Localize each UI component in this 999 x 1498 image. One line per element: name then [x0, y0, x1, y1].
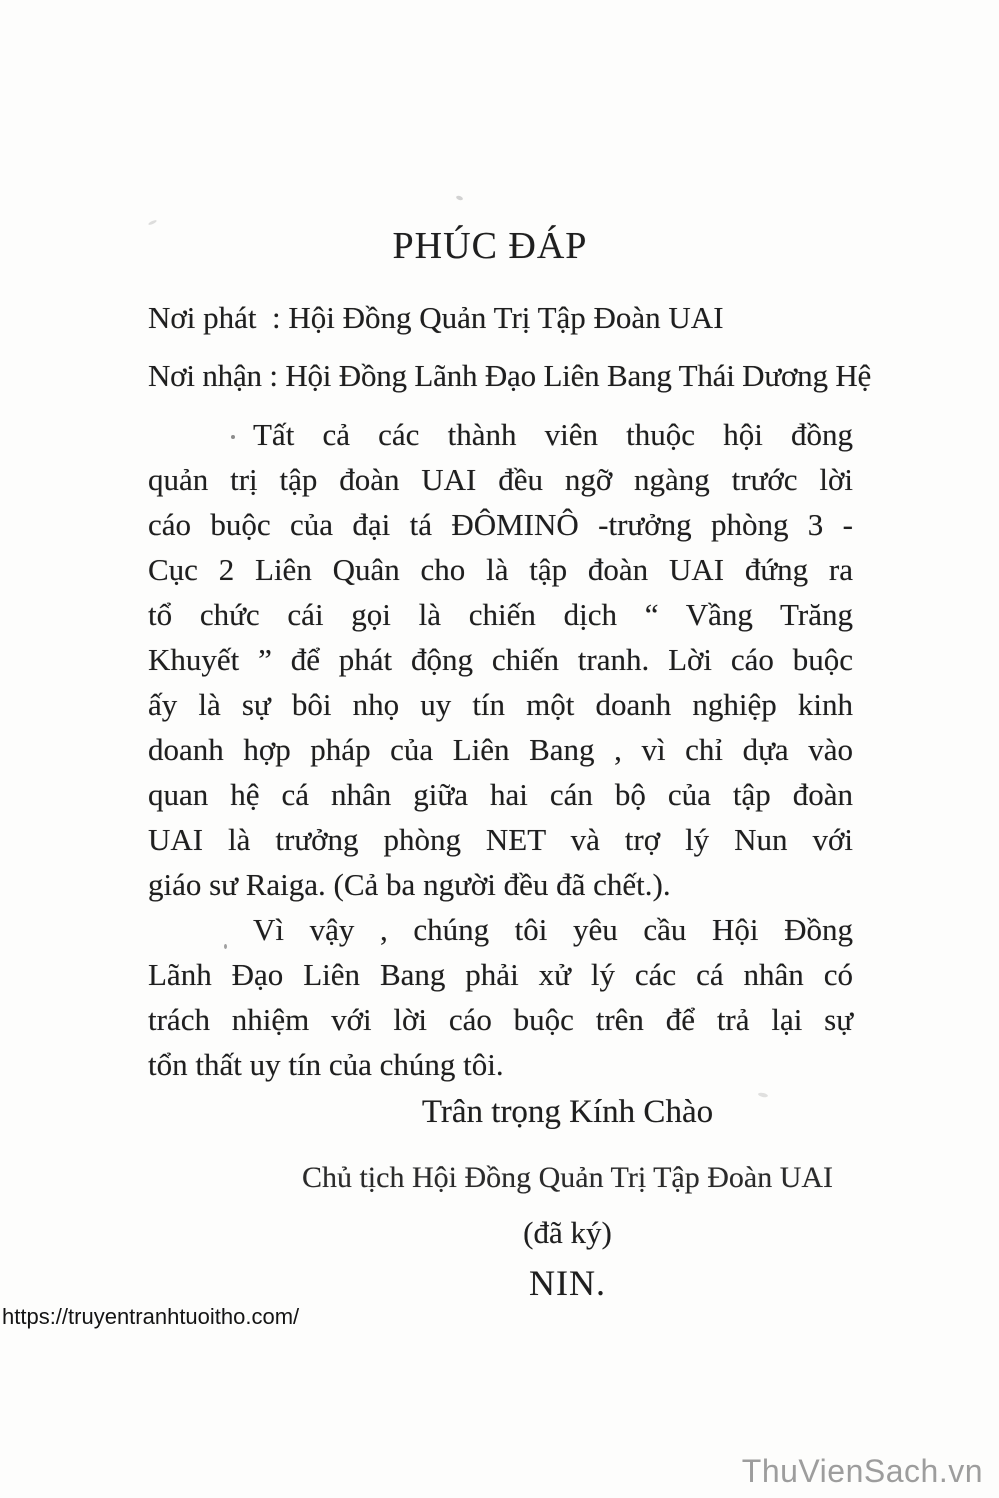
salute-line: Trân trọng Kính Chào: [421, 1094, 714, 1130]
body-line: tổ chức cái gọi là chiến dịch “ Vầng Trăng: [148, 597, 853, 632]
body-line: quản trị tập đoàn UAI đều ngỡ ngàng trước lời: [148, 462, 853, 497]
to-line: Nơi nhận : Hội Đồng Lãnh Đạo Liên Bang Thái Dương Hệ: [148, 358, 872, 393]
watermark-url: https://truyentranhtuoitho.com/: [2, 1304, 300, 1329]
body-line: trách nhiệm với lời cáo buộc trên để trả lại sự: [148, 1002, 853, 1037]
body-line: cáo buộc của đại tá ĐÔMINÔ -trưởng phòng 3 -: [148, 507, 853, 542]
signed-note: (đã ký): [523, 1215, 612, 1250]
body-line: ấy là sự bôi nhọ uy tín một doanh nghiệp kinh: [148, 687, 853, 722]
body-line: doanh hợp pháp của Liên Bang , vì chỉ dựa vào: [148, 732, 853, 767]
signer-title-line: Chủ tịch Hội Đồng Quản Trị Tập Đoàn UAI: [301, 1161, 834, 1194]
body-line: Vì vậy , chúng tôi yêu cầu Hội Đồng: [253, 912, 853, 947]
signer-name: NIN.: [529, 1263, 606, 1303]
body-line: giáo sư Raiga. (Cả ba người đều đã chết.).: [148, 867, 671, 902]
body-line: Cục 2 Liên Quân cho là tập đoàn UAI đứng ra: [148, 552, 853, 587]
body-line: tổn thất uy tín của chúng tôi.: [148, 1047, 504, 1082]
scan-speck: [456, 195, 464, 201]
site-brand: ThuVienSach.vn: [741, 1453, 983, 1489]
body-line: Khuyết ” để phát động chiến tranh. Lời cáo buộc: [148, 642, 853, 677]
letter-title: PHÚC ĐÁP: [392, 225, 588, 267]
body-line: UAI là trưởng phòng NET và trợ lý Nun với: [148, 822, 853, 857]
body-line: quan hệ cá nhân giữa hai cán bộ của tập đoàn: [148, 777, 853, 812]
body-line: Tất cả các thành viên thuộc hội đồng: [253, 417, 853, 452]
body-line: Lãnh Đạo Liên Bang phải xử lý các cá nhân có: [148, 957, 853, 992]
letter-body: [148, 412, 853, 1087]
from-line: Nơi phát : Hội Đồng Quản Trị Tập Đoàn UAI: [148, 300, 724, 335]
